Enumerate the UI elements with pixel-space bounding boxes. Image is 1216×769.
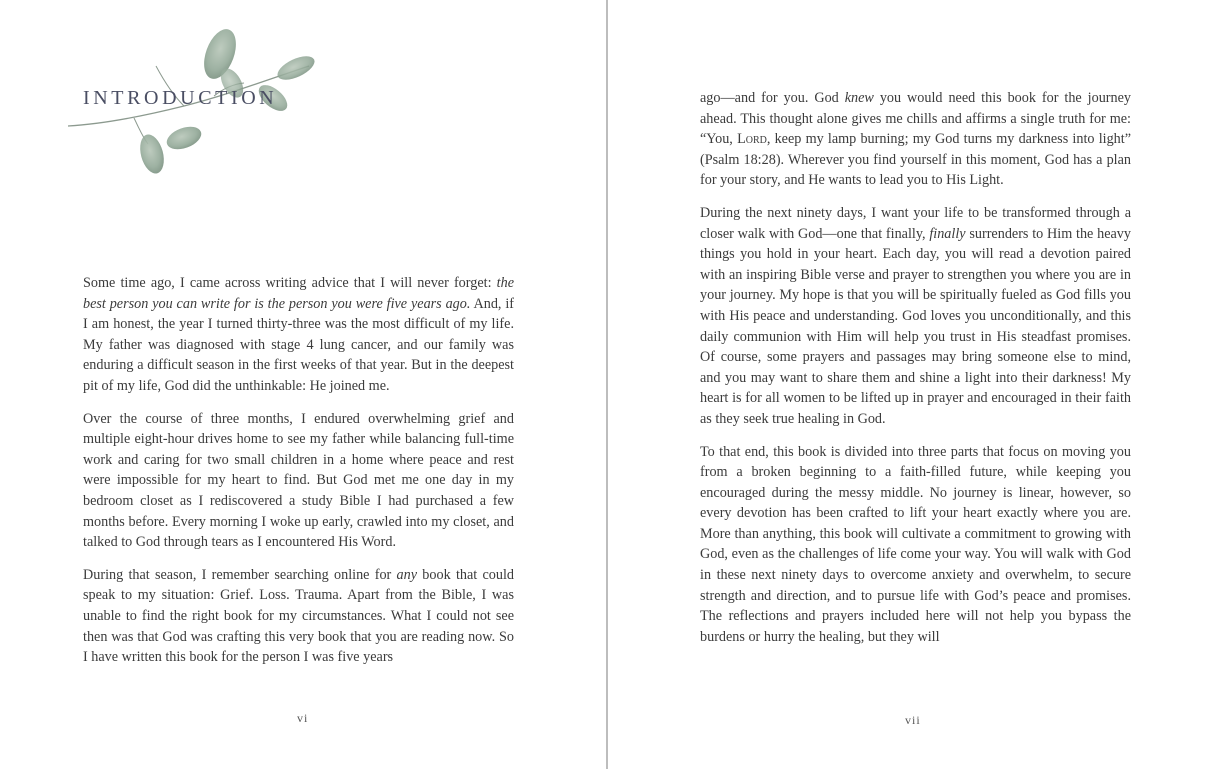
page-number-left: vi [297, 711, 309, 725]
page-number-right: vii [905, 713, 921, 727]
right-body-text [700, 88, 1131, 659]
left-page [0, 0, 606, 769]
emphasis-text: any [396, 566, 418, 583]
emphasis-text: the best person you can write for is the person you were five years ago. [83, 275, 514, 312]
left-body-text [83, 273, 514, 680]
right-page [608, 0, 1216, 769]
emphasis-text: finally [929, 225, 966, 242]
paragraph: During that season, I remember searching online for any book that could speak to my situation: Grief. Loss. Trauma. Apart from the Bible, I was unable to find the right book for my circumstances. What I could not see then was that God was crafting this very book that you are reading now. So I have written this book for the person I was five years [83, 566, 515, 666]
paragraph: ago—and for you. God knew you would need this book for the journey ahead. This thought alone gives me chills and affirms a single truth for me: “You, Lord, keep my lamp burning; my God turns my darkness into light” (Psalm 18:28). Wherever you find yourself in this moment, God has a plan for your story, and He wants to lead you to His Light. [700, 90, 1131, 189]
paragraph: Some time ago, I came across writing advice that I will never forget: the best person you can write for is the person you were five years ago. And, if I am honest, the year I turned thirty-three was the most difficult of my life. My father was diagnosed with stage 4 lung cancer, and our family was enduring a difficult season in the first weeks of that year. But in the deepest pit of my life, God did the unthinkable: He joined me. [83, 275, 514, 394]
paragraph: To that end, this book is divided into three parts that focus on moving you from a broken beginning to a faith-filled future, while keeping you encouraged during the messy middle. No journey is linear, however, so every devotion has been crafted to lift your heart exactly where you are. More than anything, this book will cultivate a commitment to growing with God, even as the challenges of life come your way. You will walk with God in these next ninety days to overcome anxiety and overwhelm, to secure strength and direction, and to pursue life with God’s peace and promises. The reflections and prayers included here will not help you bypass the burdens or hurry the healing, but they will [700, 443, 1131, 645]
small-caps-text: Lord [737, 131, 767, 148]
paragraph: During the next ninety days, I want your life to be transformed through a closer walk with God—one that finally, finally surrenders to Him the heavy things you hold in your heart. Each day, you will read a devotion paired with an inspiring Bible verse and prayer to strengthen you where you are in your journey. My hope is that you will be spiritually fueled as God fills you with His peace and understanding. God loves you unconditionally, and this daily communion with Him will help you trust in His steadfast promises. Of course, some prayers and passages may bring someone else to mind, and you may want to share them and shine a light into their darkness! My heart is for all women to be lifted up in prayer and encouraged in their faith as they seek true healing in God. [700, 204, 1131, 427]
chapter-title: INTRODUCTION [83, 87, 278, 109]
paragraph: Over the course of three months, I endured overwhelming grief and multiple eight-hour drives home to see my father while balancing full-time work and caring for two small children in a home where peace and rest were impossible for my heart to find. But God met me one day in my bedroom closet as I rediscovered a study Bible I had purchased a few months before. Every morning I woke up early, crawled into my closet, and talked to God through tears as I encountered His Word. [83, 410, 514, 551]
emphasis-text: knew [844, 90, 874, 106]
